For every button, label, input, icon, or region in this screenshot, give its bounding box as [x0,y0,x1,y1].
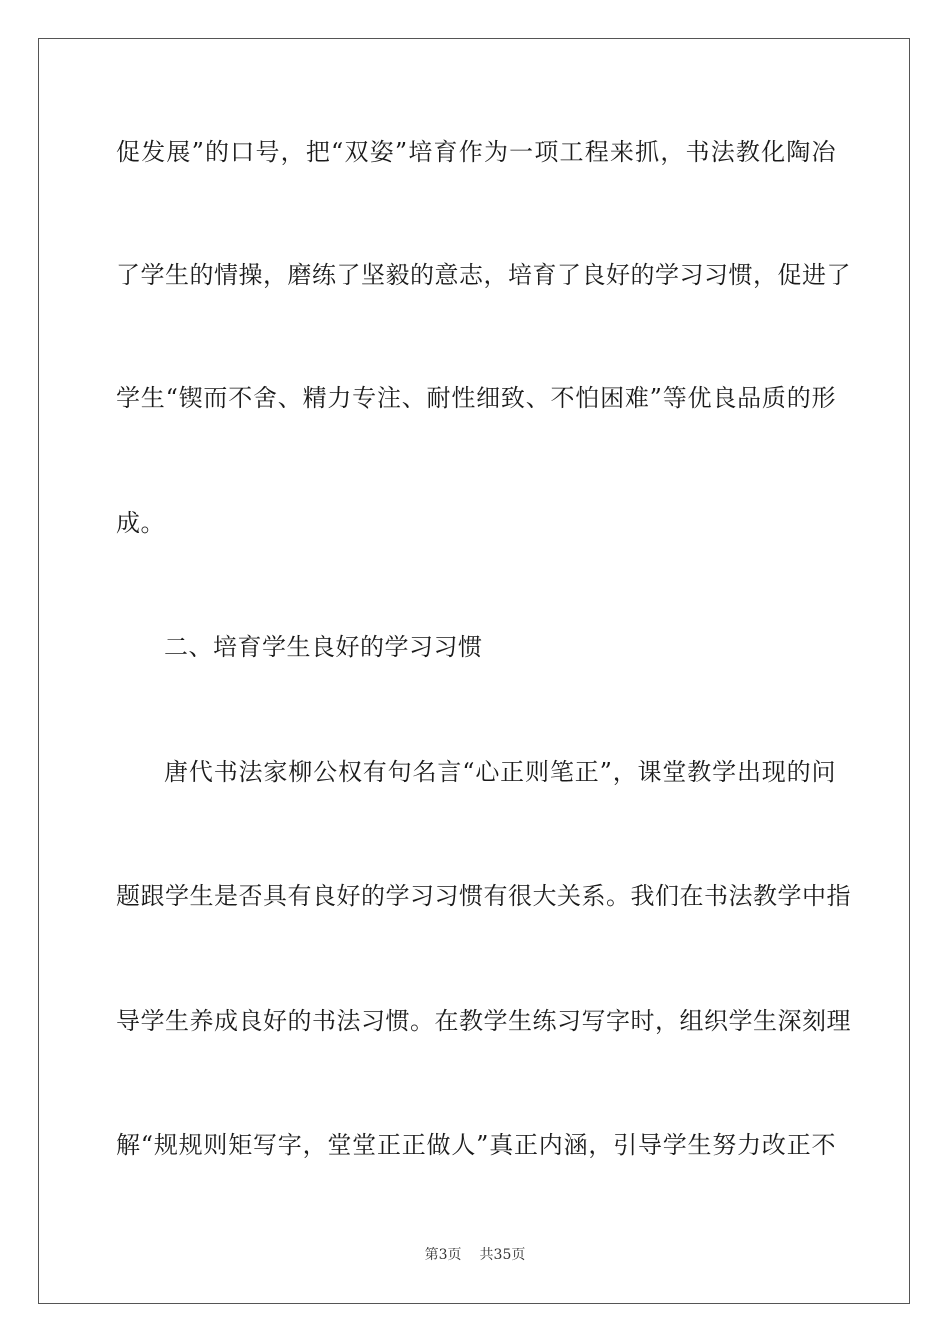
body-text-line: 成。 [116,509,165,537]
body-text-line: 唐代书法家柳公权有句名言“心正则笔正”，课堂教学出现的问 [164,758,836,786]
section-heading: 二、培育学生良好的学习习惯 [164,633,483,661]
page-footer [0,1246,950,1264]
body-text-line: 学生“锲而不舍、精力专注、耐性细致、不怕困难”等优良品质的形 [116,384,836,412]
body-text-line: 题跟学生是否具有良好的学习习惯有很大关系。我们在书法教学中指 [116,882,851,910]
body-text-line: 解“规规则矩写字，堂堂正正做人”真正内涵，引导学生努力改正不 [116,1131,836,1159]
page-border [38,38,910,1304]
body-text-line: 促发展”的口号，把“双姿”培育作为一项工程来抓，书法教化陶冶 [116,138,836,166]
body-text-line: 导学生养成良好的书法习惯。在教学生练习写字时，组织学生深刻理 [116,1007,851,1035]
total-page-count: 共35页 [479,1247,526,1263]
current-page-number: 第3页 [424,1247,462,1263]
body-text-line: 了学生的情操，磨练了坚毅的意志，培育了良好的学习习惯，促进了 [116,261,851,289]
